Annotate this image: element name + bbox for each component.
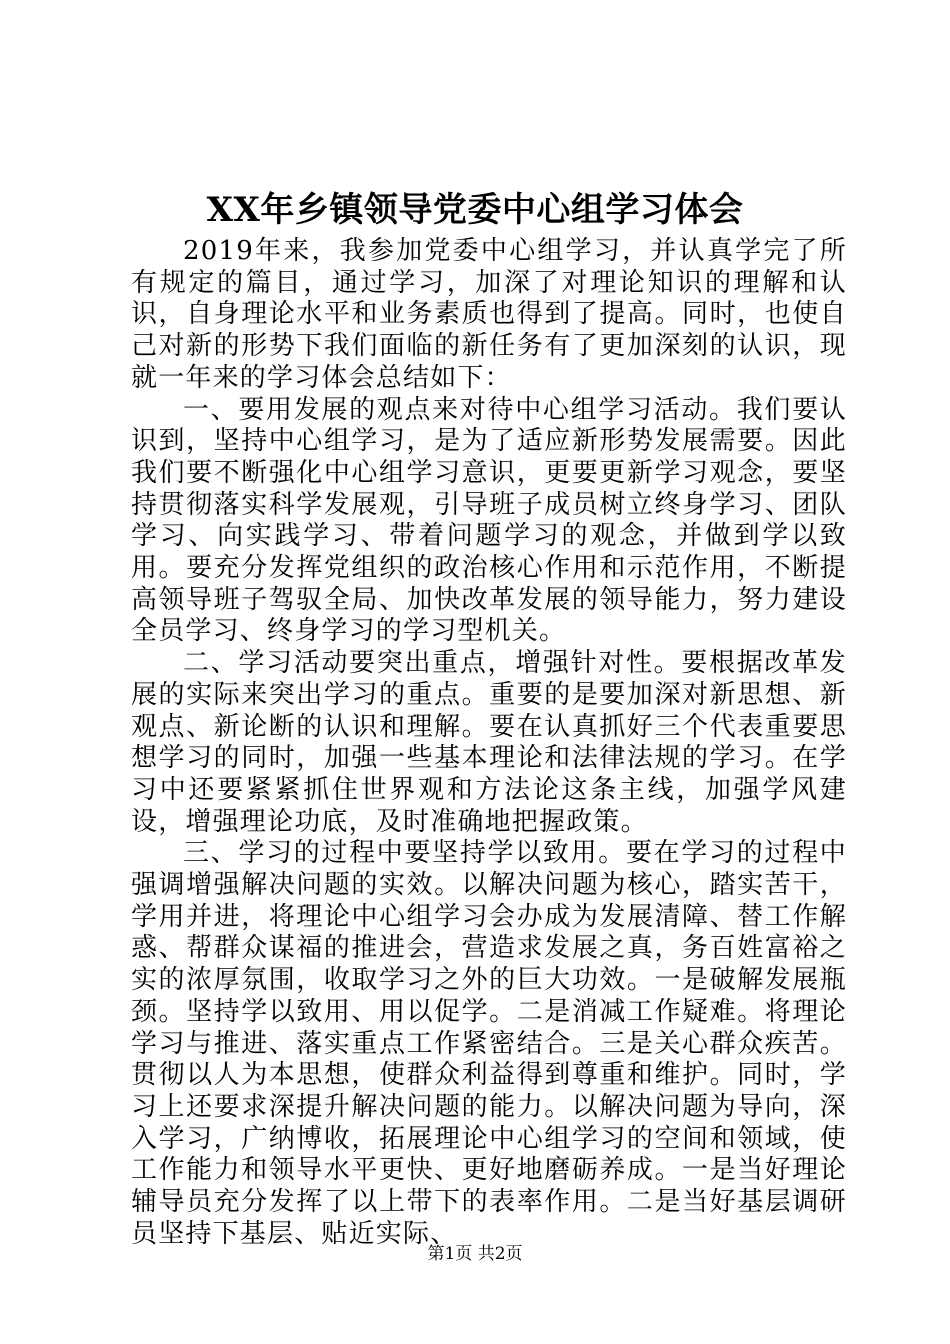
document-body: [131, 236, 847, 1251]
document-title: XX年乡镇领导党委中心组学习体会: [206, 190, 744, 230]
paragraph-intro: 2019年来，我参加党委中心组学习，并认真学完了所有规定的篇目，通过学习，加深了对理论知识的理解和认识，自身理论水平和业务素质也得到了提高。同时，也使自己对新的形势下我们面临的新任务有了更加深刻的认识，现就一年来的学习体会总结如下：: [131, 236, 847, 393]
paragraph-point-3: 三、学习的过程中要坚持学以致用。要在学习的过程中强调增强解决问题的实效。以解决问题为核心，踏实苦干，学用并进，将理论中心组学习会办成为发展清障、替工作解惑、帮群众谋福的推进会，营造求发展之真，务百姓富裕之实的浓厚氛围，收取学习之外的巨大功效。一是破解发展瓶颈。坚持学以致用、用以促学。二是消减工作疑难。将理论学习与推进、落实重点工作紧密结合。三是关心群众疾苦。贯彻以人为本思想，使群众利益得到尊重和维护。同时，学习上还要求深提升解决问题的能力。以解决问题为导向，深入学习，广纳博收，拓展理论中心组学习的空间和领域，使工作能力和领导水平更快、更好地磨砺养成。一是当好理论辅导员充分发挥了以上带下的表率作用。二是当好基层调研员坚持下基层、贴近实际、: [131, 838, 847, 1249]
paragraph-point-2: 二、学习活动要突出重点，增强针对性。要根据改革发展的实际来突出学习的重点。重要的是要加深对新思想、新观点、新论断的认识和理解。要在认真抓好三个代表重要思想学习的同时，加强一些基本理论和法律法规的学习。在学习中还要紧紧抓住世界观和方法论这条主线，加强学风建设，增强理论功底，及时准确地把握政策。: [131, 648, 847, 837]
paragraph-point-1: 一、要用发展的观点来对待中心组学习活动。我们要认识到，坚持中心组学习，是为了适应新形势发展需要。因此我们要不断强化中心组学习意识，更要更新学习观念，要坚持贯彻落实科学发展观，引导班子成员树立终身学习、团队学习、向实践学习、带着问题学习的观念，并做到学以致用。要充分发挥党组织的政治核心作用和示范作用，不断提高领导班子驾驭全局、加快改革发展的领导能力，努力建设全员学习、终身学习的学习型机关。: [131, 394, 847, 647]
page-number-footer: 第1页 共2页: [427, 1244, 523, 1264]
